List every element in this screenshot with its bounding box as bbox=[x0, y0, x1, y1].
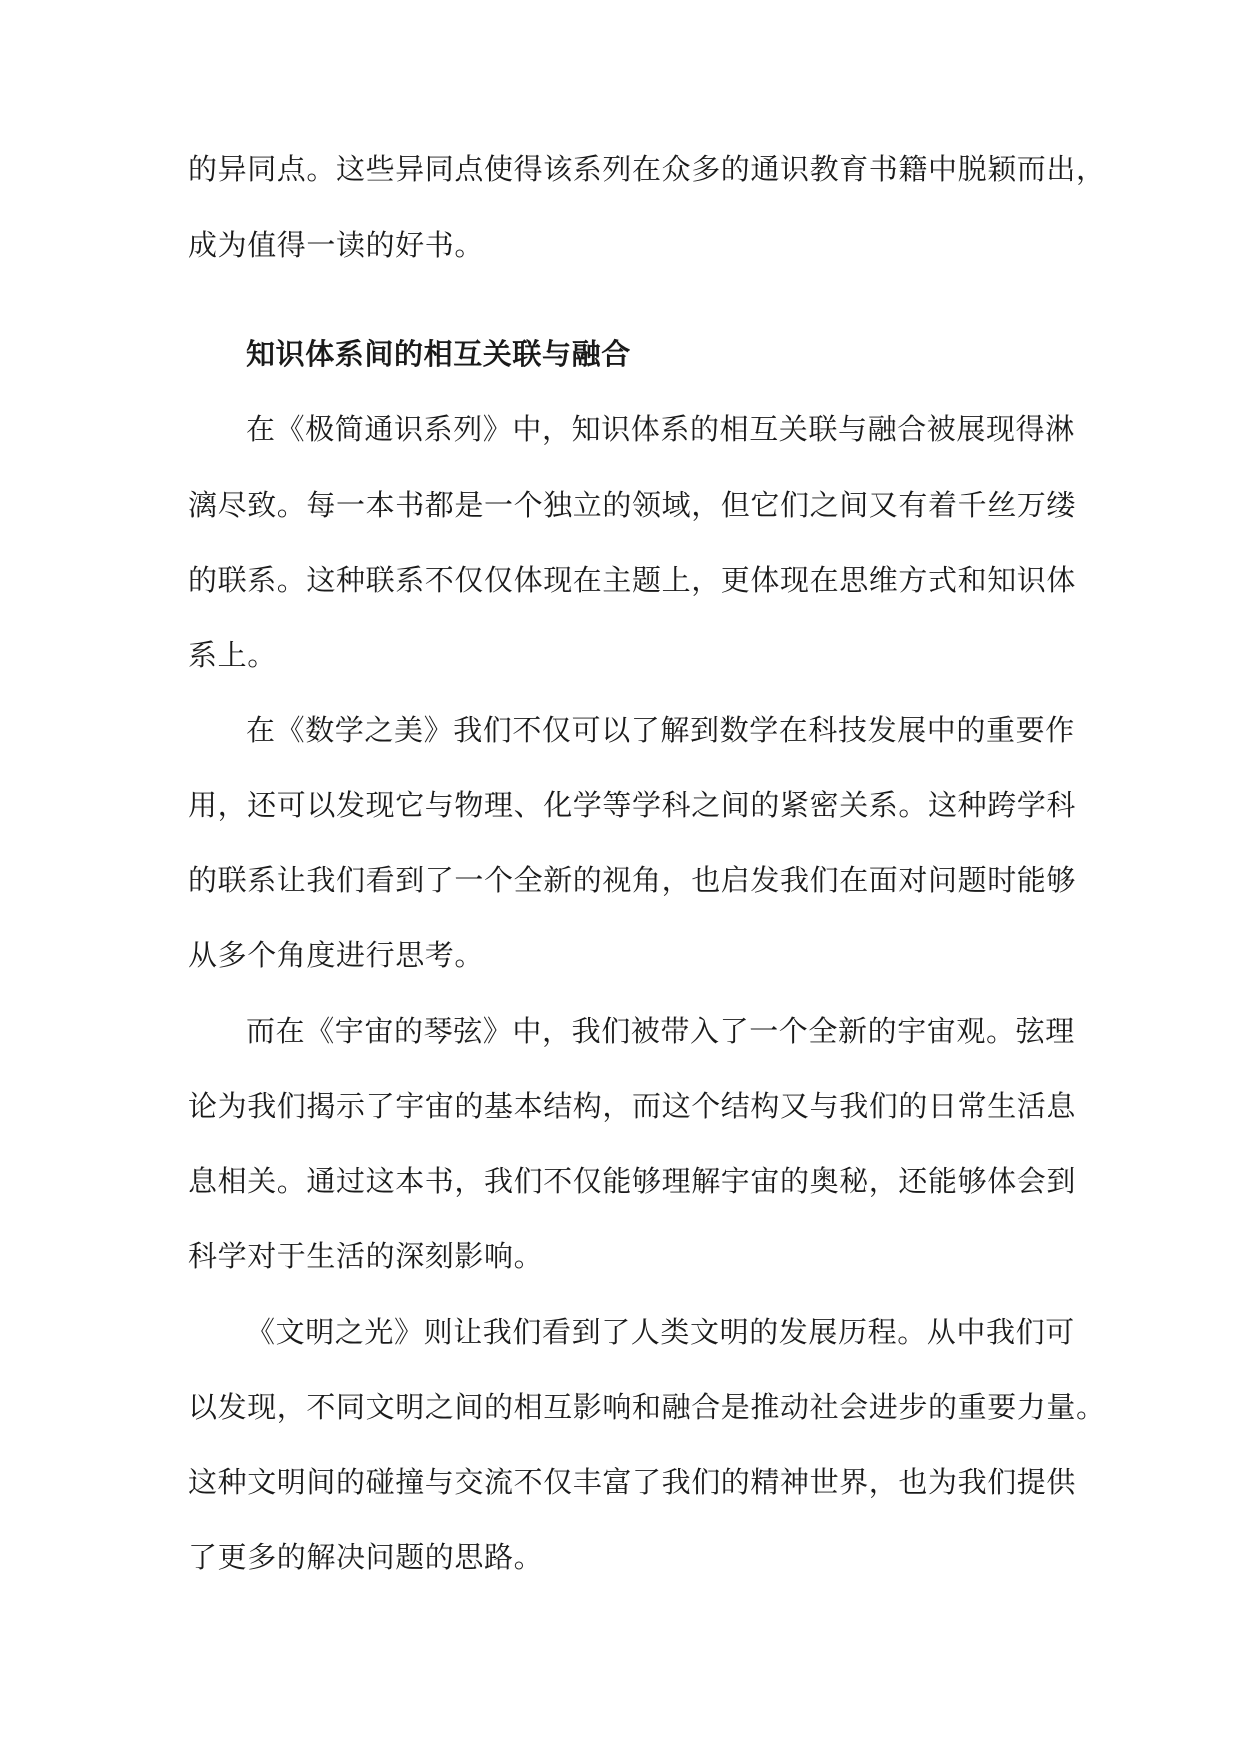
body-line: 漓尽致。每一本书都是一个独立的领域，但它们之间又有着千丝万缕 bbox=[188, 488, 1077, 522]
body-line: 用，还可以发现它与物理、化学等学科之间的紧密关系。这种跨学科 bbox=[188, 788, 1077, 822]
body-line: 这种文明间的碰撞与交流不仅丰富了我们的精神世界，也为我们提供 bbox=[188, 1465, 1077, 1499]
body-line: 系上。 bbox=[188, 638, 277, 672]
body-line: 而在《宇宙的琴弦》中，我们被带入了一个全新的宇宙观。弦理 bbox=[246, 1014, 1075, 1048]
body-line: 了更多的解决问题的思路。 bbox=[188, 1540, 544, 1574]
body-line: 科学对于生活的深刻影响。 bbox=[188, 1239, 544, 1273]
body-line: 息相关。通过这本书，我们不仅能够理解宇宙的奥秘，还能够体会到 bbox=[188, 1164, 1077, 1198]
body-line: 在《极简通识系列》中，知识体系的相互关联与融合被展现得淋 bbox=[246, 412, 1075, 446]
section-heading: 知识体系间的相互关联与融合 bbox=[246, 337, 631, 371]
body-line: 以发现，不同文明之间的相互影响和融合是推动社会进步的重要力量。 bbox=[188, 1390, 1106, 1424]
body-line: 从多个角度进行思考。 bbox=[188, 938, 485, 972]
body-line: 的异同点。这些异同点使得该系列在众多的通识教育书籍中脱颖而出， bbox=[188, 152, 1106, 186]
body-line: 成为值得一读的好书。 bbox=[188, 228, 485, 262]
body-line: 在《数学之美》我们不仅可以了解到数学在科技发展中的重要作 bbox=[246, 713, 1075, 747]
body-line: 的联系。这种联系不仅仅体现在主题上，更体现在思维方式和知识体 bbox=[188, 563, 1077, 597]
body-line: 论为我们揭示了宇宙的基本结构，而这个结构又与我们的日常生活息 bbox=[188, 1089, 1077, 1123]
body-line: 的联系让我们看到了一个全新的视角，也启发我们在面对问题时能够 bbox=[188, 863, 1077, 897]
body-line: 《文明之光》则让我们看到了人类文明的发展历程。从中我们可 bbox=[246, 1315, 1075, 1349]
